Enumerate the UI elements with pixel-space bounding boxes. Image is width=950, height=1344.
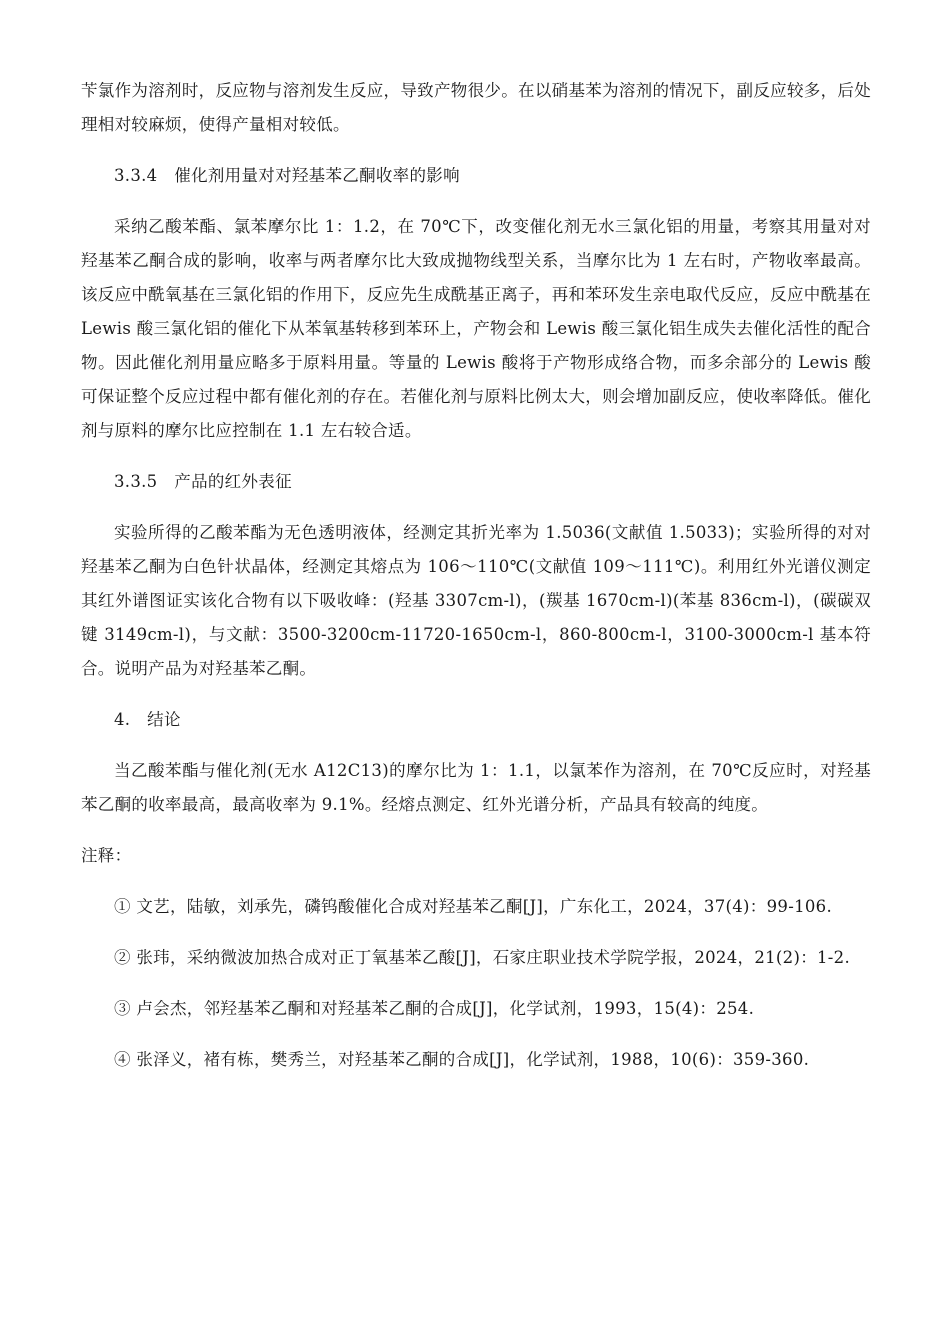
note-item: ② 张玮，采纳微波加热合成对正丁氧基苯乙酸[J]，石家庄职业技术学院学报，2024，21(2)：1-2. [114, 948, 851, 967]
note-item: ④ 张泽义，褚有栋，樊秀兰，对羟基苯乙酮的合成[J]，化学试剂，1988，10(6)：359-360. [114, 1050, 810, 1069]
note-item: ① 文艺，陆敏，刘承先，磷钨酸催化合成对羟基苯乙酮[J]，广东化工，2024，37(4)：99-106. [114, 897, 833, 916]
paragraph-conclusion: 当乙酸苯酯与催化剂(无水 A12C13)的摩尔比为 1：1.1，以氯苯作为溶剂，在 70℃反应时，对羟基苯乙酮的收率最高，最高收率为 9.1%。经熔点测定、红外光谱分析，产品具有较高的纯度。 [81, 761, 871, 814]
notes-title: 注释： [81, 846, 132, 865]
section-heading-3-3-4: 3.3.4 催化剂用量对对羟基苯乙酮收率的影响 [114, 166, 460, 185]
note-item: ③ 卢会杰，邻羟基苯乙酮和对羟基苯乙酮的合成[J]，化学试剂，1993，15(4)：254. [114, 999, 755, 1018]
section-heading-3-3-5: 3.3.5 产品的红外表征 [114, 472, 292, 491]
section-heading-conclusion: 4. 结论 [114, 710, 181, 729]
paragraph-intro: 苄氯作为溶剂时，反应物与溶剂发生反应，导致产物很少。在以硝基苯为溶剂的情况下，副反应较多，后处理相对较麻烦，使得产量相对较低。 [81, 81, 871, 134]
paragraph-3-3-4: 采纳乙酸苯酯、氯苯摩尔比 1：1.2，在 70℃下，改变催化剂无水三氯化铝的用量，考察其用量对对羟基苯乙酮合成的影响，收率与两者摩尔比大致成抛物线型关系，当摩尔比为 1 左右时，产物收率最高。该反应中酰氧基在三氯化铝的作用下，反应先生成酰基正离子，再和苯环发生亲电取代反应，反应中酰基在 Lewis 酸三氯化铝的催化下从苯氧基转移到苯环上，产物会和 Lewis 酸三氯化铝生成失去催化活性的配合物。因此催化剂用量应略多于原料用量。等量的 Lewis 酸将于产物形成络合物，而多余部分的 Lewis 酸可保证整个反应过程中都有催化剂的存在。若催化剂与原料比例太大，则会增加副反应，使收率降低。催化剂与原料的摩尔比应控制在 1.1 左右较合适。 [81, 217, 871, 440]
paragraph-3-3-5: 实验所得的乙酸苯酯为无色透明液体，经测定其折光率为 1.5036(文献值 1.5033)；实验所得的对对羟基苯乙酮为白色针状晶体，经测定其熔点为 106～110℃(文献值 109～111℃)。利用红外光谱仪测定其红外谱图证实该化合物有以下吸收峰：(羟基 3307cm-l)，(羰基 1670cm-l)(苯基 836cm-l)，(碳碳双键 3149cm-l)，与文献：3500-3200cm-11720-1650cm-l，860-800cm-l，3100-3000cm-l 基本符合。说明产品为对羟基苯乙酮。 [81, 523, 871, 678]
document-page [81, 74, 871, 1094]
